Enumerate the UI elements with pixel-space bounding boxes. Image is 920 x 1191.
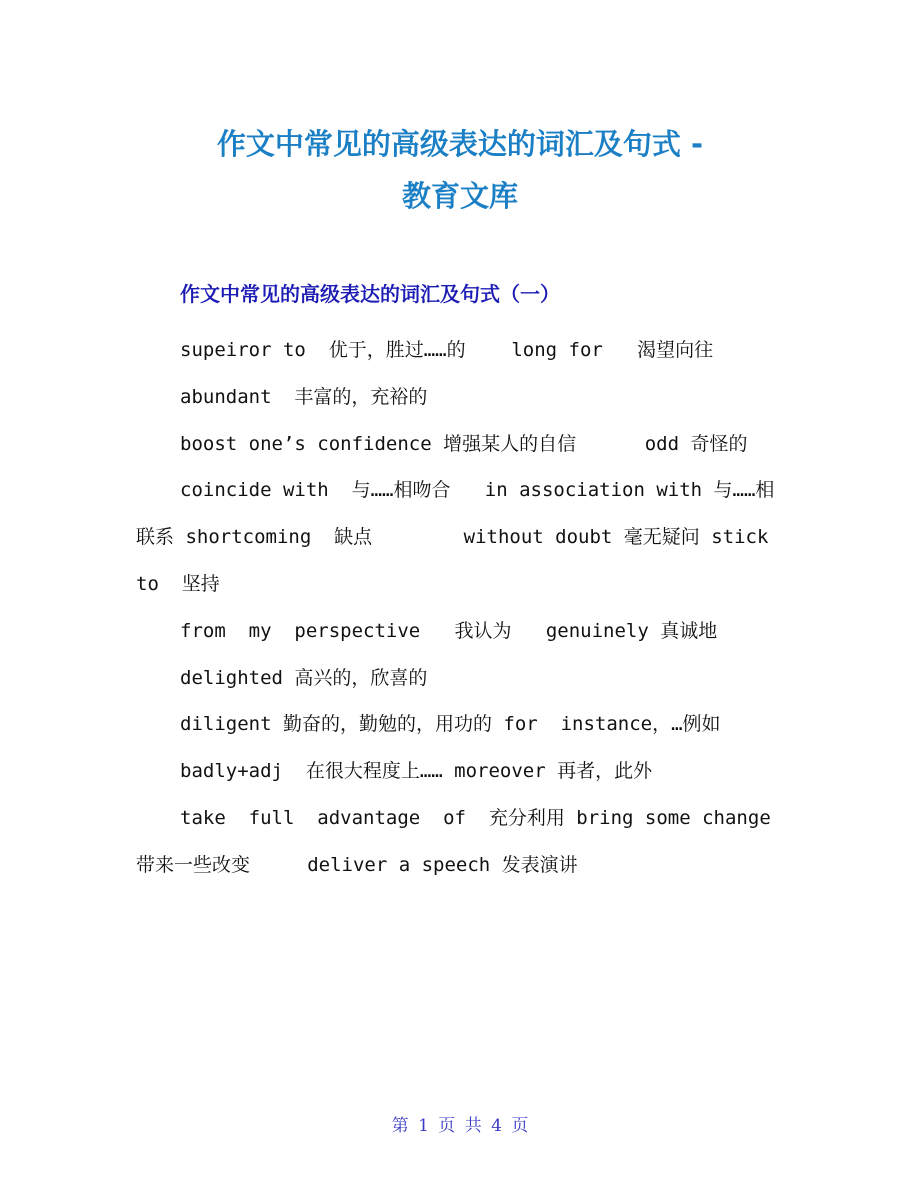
vocabulary-paragraph: supeiror to 优于，胜过……的 long for 渴望向往 [180,339,714,361]
vocabulary-body [136,327,792,889]
footer-total-unit: 页 [511,1116,529,1136]
footer-prefix: 第 [391,1116,409,1136]
vocabulary-paragraph: coincide with 与……相吻合 in association with 与……相联系 shortcoming 缺点 without doubt 毫无疑问 stick to 坚持 [136,479,792,595]
vocabulary-paragraph: from my perspective 我认为 genuinely 真诚地 [180,619,718,642]
footer-current-page: 1 [418,1116,429,1136]
footer-page-unit: 页 [438,1116,456,1136]
vocabulary-paragraph: boost one’s confidence 增强某人的自信 odd 奇怪的 [180,432,748,455]
vocabulary-paragraph: take full advantage of 充分利用 bring some change 带来一些改变 deliver a speech 发表演讲 [136,806,783,876]
vocabulary-paragraph: abundant 丰富的，充裕的 [180,385,428,408]
document-title-line-2: 教育文库 [401,179,518,213]
section-heading: 作文中常见的高级表达的词汇及句式（一） [180,282,560,306]
footer-total-pages: 4 [491,1116,502,1136]
footer-total-prefix: 共 [464,1116,482,1136]
document-title [0,118,920,222]
vocabulary-paragraph: diligent 勤奋的，勤勉的，用功的 for instance，…例如 [180,713,721,736]
page-footer [0,1112,920,1140]
vocabulary-paragraph: badly+adj 在很大程度上…… moreover 再者，此外 [180,760,653,783]
vocabulary-paragraph: delighted 高兴的，欣喜的 [180,666,428,689]
document-title-line-1: 作文中常见的高级表达的词汇及句式 - [216,127,704,161]
